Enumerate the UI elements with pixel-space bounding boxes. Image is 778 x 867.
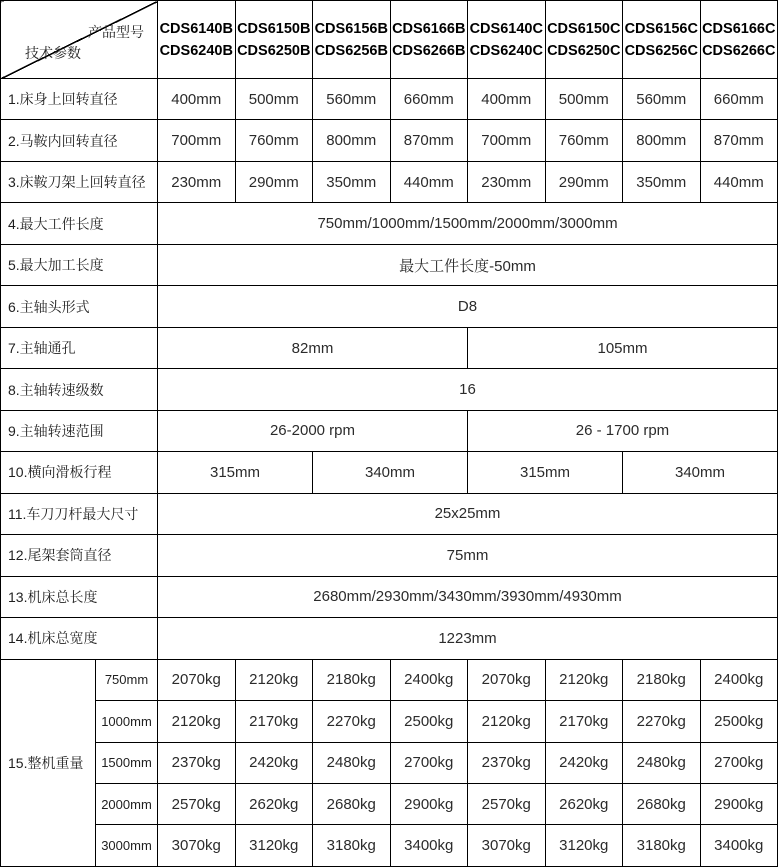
- weight-value-cell: 3120kg: [545, 825, 623, 867]
- spec-value-cell: 500mm: [235, 79, 313, 120]
- weight-row: [1, 825, 778, 867]
- spec-value-cell: 82mm: [158, 327, 468, 368]
- weight-value-cell: 2500kg: [700, 701, 778, 742]
- spec-value-cell: 800mm: [313, 120, 391, 161]
- model-column-header: [390, 1, 468, 79]
- spec-row: [1, 120, 778, 161]
- weight-value-cell: 2480kg: [313, 742, 391, 783]
- spec-row: [1, 576, 778, 617]
- weight-value-cell: 2120kg: [235, 659, 313, 700]
- spec-row-label: 2.马鞍内回转直径: [1, 120, 158, 161]
- spec-value-cell: 500mm: [545, 79, 623, 120]
- spec-row-label: 13.机床总长度: [1, 576, 158, 617]
- spec-value-cell: 700mm: [158, 120, 236, 161]
- model-name-top: CDS6140B: [159, 20, 233, 37]
- spec-value-cell: 340mm: [623, 452, 778, 493]
- weight-value-cell: 2170kg: [545, 701, 623, 742]
- spec-row-label: 7.主轴通孔: [1, 327, 158, 368]
- spec-value-cell: 75mm: [158, 535, 778, 576]
- model-column-header: [623, 1, 701, 79]
- weight-value-cell: 2070kg: [158, 659, 236, 700]
- spec-value-cell: 1223mm: [158, 618, 778, 659]
- spec-value-cell: 350mm: [623, 161, 701, 202]
- model-name-bottom: CDS6240C: [469, 42, 543, 59]
- spec-row: [1, 161, 778, 202]
- spec-value-cell: 25x25mm: [158, 493, 778, 534]
- model-name-bottom: CDS6240B: [159, 42, 233, 59]
- workpiece-length-label: 2000mm: [96, 783, 158, 824]
- weight-value-cell: 2500kg: [390, 701, 468, 742]
- workpiece-length-label: 3000mm: [96, 825, 158, 867]
- model-name-top: CDS6140C: [469, 20, 543, 37]
- spec-value-cell: 400mm: [158, 79, 236, 120]
- weight-value-cell: 2120kg: [468, 701, 546, 742]
- weight-row: [1, 701, 778, 742]
- spec-value-cell: 560mm: [623, 79, 701, 120]
- spec-row-label: 1.床身上回转直径: [1, 79, 158, 120]
- spec-value-cell: 350mm: [313, 161, 391, 202]
- spec-value-cell: 16: [158, 369, 778, 410]
- weight-value-cell: 3070kg: [468, 825, 546, 867]
- model-column-header: [468, 1, 546, 79]
- model-name-bottom: CDS6250C: [547, 42, 621, 59]
- spec-value-cell: 105mm: [468, 327, 778, 368]
- spec-row: [1, 452, 778, 493]
- weight-value-cell: 3400kg: [390, 825, 468, 867]
- spec-value-cell: 660mm: [700, 79, 778, 120]
- weight-value-cell: 2400kg: [390, 659, 468, 700]
- model-name-top: CDS6156C: [624, 20, 698, 37]
- weight-value-cell: 3070kg: [158, 825, 236, 867]
- weight-value-cell: 2180kg: [623, 659, 701, 700]
- weight-value-cell: 2900kg: [390, 783, 468, 824]
- workpiece-length-label: 750mm: [96, 659, 158, 700]
- weight-value-cell: 2170kg: [235, 701, 313, 742]
- weight-value-cell: 2270kg: [623, 701, 701, 742]
- model-name-top: CDS6166B: [392, 20, 466, 37]
- spec-row: [1, 493, 778, 534]
- spec-row-label: 14.机床总宽度: [1, 618, 158, 659]
- weight-value-cell: 2120kg: [158, 701, 236, 742]
- spec-value-cell: 560mm: [313, 79, 391, 120]
- spec-value-cell: 870mm: [390, 120, 468, 161]
- weight-row: [1, 783, 778, 824]
- spec-row: [1, 203, 778, 244]
- spec-value-cell: 最大工件长度-50mm: [158, 244, 778, 285]
- spec-value-cell: 2680mm/2930mm/3430mm/3930mm/4930mm: [158, 576, 778, 617]
- weight-value-cell: 2070kg: [468, 659, 546, 700]
- weight-value-cell: 2620kg: [235, 783, 313, 824]
- header-row: [1, 1, 778, 79]
- weight-value-cell: 3180kg: [623, 825, 701, 867]
- spec-value-cell: 26-2000 rpm: [158, 410, 468, 451]
- model-column-header: [545, 1, 623, 79]
- spec-row-label: 8.主轴转速级数: [1, 369, 158, 410]
- spec-value-cell: 440mm: [700, 161, 778, 202]
- weight-value-cell: 2700kg: [700, 742, 778, 783]
- spec-row: [1, 244, 778, 285]
- weight-value-cell: 2180kg: [313, 659, 391, 700]
- weight-value-cell: 3120kg: [235, 825, 313, 867]
- spec-value-cell: 750mm/1000mm/1500mm/2000mm/3000mm: [158, 203, 778, 244]
- weight-value-cell: 2570kg: [158, 783, 236, 824]
- weight-value-cell: 2680kg: [313, 783, 391, 824]
- weight-value-cell: 3180kg: [313, 825, 391, 867]
- spec-row: [1, 79, 778, 120]
- weight-value-cell: 2480kg: [623, 742, 701, 783]
- spec-value-cell: 230mm: [158, 161, 236, 202]
- spec-value-cell: 800mm: [623, 120, 701, 161]
- model-name-top: CDS6166C: [702, 20, 776, 37]
- spec-row-label: 6.主轴头形式: [1, 286, 158, 327]
- spec-value-cell: 870mm: [700, 120, 778, 161]
- weight-value-cell: 2570kg: [468, 783, 546, 824]
- weight-value-cell: 2120kg: [545, 659, 623, 700]
- spec-row: [1, 535, 778, 576]
- spec-row-label: 12.尾架套筒直径: [1, 535, 158, 576]
- model-name-top: CDS6156B: [314, 20, 388, 37]
- weight-value-cell: 2420kg: [545, 742, 623, 783]
- model-name-bottom: CDS6266C: [702, 42, 776, 59]
- weight-value-cell: 3400kg: [700, 825, 778, 867]
- spec-value-cell: 290mm: [545, 161, 623, 202]
- model-name-bottom: CDS6256C: [624, 42, 698, 59]
- spec-row-label: 3.床鞍刀架上回转直径: [1, 161, 158, 202]
- spec-value-cell: D8: [158, 286, 778, 327]
- spec-value-cell: 660mm: [390, 79, 468, 120]
- weight-value-cell: 2620kg: [545, 783, 623, 824]
- spec-row: [1, 410, 778, 451]
- spec-value-cell: 760mm: [235, 120, 313, 161]
- model-name-bottom: CDS6256B: [314, 42, 388, 59]
- model-column-header: [313, 1, 391, 79]
- spec-value-cell: 340mm: [313, 452, 468, 493]
- weight-value-cell: 2370kg: [158, 742, 236, 783]
- weight-value-cell: 2370kg: [468, 742, 546, 783]
- workpiece-length-label: 1000mm: [96, 701, 158, 742]
- model-column-header: [235, 1, 313, 79]
- spec-value-cell: 315mm: [468, 452, 623, 493]
- model-name-top: CDS6150B: [237, 20, 311, 37]
- spec-value-cell: 440mm: [390, 161, 468, 202]
- spec-row-label: 9.主轴转速范围: [1, 410, 158, 451]
- model-name-bottom: CDS6250B: [237, 42, 311, 59]
- spec-value-cell: 290mm: [235, 161, 313, 202]
- weight-value-cell: 2700kg: [390, 742, 468, 783]
- spec-value-cell: 315mm: [158, 452, 313, 493]
- spec-row: [1, 369, 778, 410]
- model-name-bottom: CDS6266B: [392, 42, 466, 59]
- weight-value-cell: 2270kg: [313, 701, 391, 742]
- spec-row: [1, 327, 778, 368]
- workpiece-length-label: 1500mm: [96, 742, 158, 783]
- weight-row: [1, 742, 778, 783]
- weight-row: [1, 659, 778, 700]
- spec-row-label: 4.最大工件长度: [1, 203, 158, 244]
- weight-value-cell: 2400kg: [700, 659, 778, 700]
- spec-value-cell: 760mm: [545, 120, 623, 161]
- model-column-header: [700, 1, 778, 79]
- spec-value-cell: 400mm: [468, 79, 546, 120]
- spec-row-label: 5.最大加工长度: [1, 244, 158, 285]
- model-column-header: [158, 1, 236, 79]
- weight-value-cell: 2420kg: [235, 742, 313, 783]
- corner-label-product-model: 产品型号: [88, 24, 144, 40]
- spec-row: [1, 618, 778, 659]
- spec-row-label: 11.车刀刀杆最大尺寸: [1, 493, 158, 534]
- weight-group-label: 15.整机重量: [1, 659, 96, 866]
- spec-row: [1, 286, 778, 327]
- corner-cell: [1, 1, 158, 79]
- spec-value-cell: 230mm: [468, 161, 546, 202]
- spec-value-cell: 26 - 1700 rpm: [468, 410, 778, 451]
- spec-value-cell: 700mm: [468, 120, 546, 161]
- corner-label-tech-params: 技术参数: [25, 45, 81, 61]
- weight-value-cell: 2680kg: [623, 783, 701, 824]
- spec-row-label: 10.横向滑板行程: [1, 452, 158, 493]
- weight-value-cell: 2900kg: [700, 783, 778, 824]
- model-name-top: CDS6150C: [547, 20, 621, 37]
